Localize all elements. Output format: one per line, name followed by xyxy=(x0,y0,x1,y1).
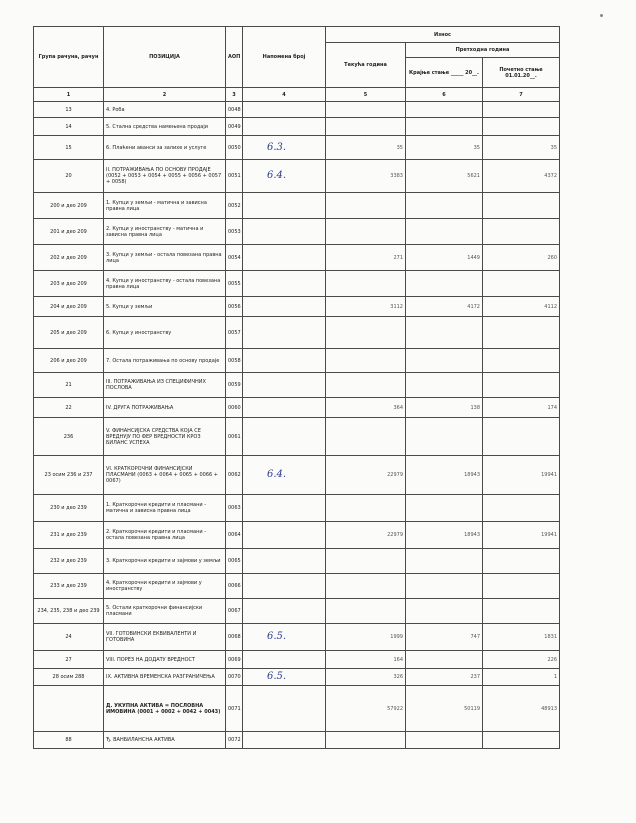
account-group-cell: 200 и део 209 xyxy=(34,193,104,219)
aop-cell: 0062 xyxy=(226,456,243,495)
table-row xyxy=(34,522,560,549)
header-aop: АОП xyxy=(226,27,243,88)
current-year-cell xyxy=(326,317,406,349)
aop-cell: 0063 xyxy=(226,495,243,522)
account-group-cell: 15 xyxy=(34,136,104,160)
note-cell xyxy=(243,549,326,574)
note-cell xyxy=(243,456,326,495)
account-group-cell: 23 осим 236 и 237 xyxy=(34,456,104,495)
opening-balance-cell xyxy=(483,495,560,522)
table-row xyxy=(34,373,560,398)
position-cell: 6. Плаћени аванси за залихе и услуге xyxy=(104,136,226,160)
current-year-cell: 164 xyxy=(326,651,406,669)
table-row xyxy=(34,456,560,495)
closing-balance-cell: 138 xyxy=(406,398,483,418)
current-year-cell: 57922 xyxy=(326,686,406,732)
table-row xyxy=(34,193,560,219)
handwritten-note-number: 6.4. xyxy=(267,469,287,480)
opening-balance-cell: 48913 xyxy=(483,686,560,732)
position-cell: III. ПОТРАЖИВАЊА ИЗ СПЕЦИФИЧНИХ ПОСЛОВА xyxy=(104,373,226,398)
closing-balance-cell: 237 xyxy=(406,669,483,686)
aop-cell: 0067 xyxy=(226,599,243,624)
aop-cell: 0053 xyxy=(226,219,243,245)
position-cell: 6. Купци у иностранству xyxy=(104,317,226,349)
column-number-5: 5 xyxy=(326,88,406,102)
opening-balance-cell: 1831 xyxy=(483,624,560,651)
account-group-cell: 88 xyxy=(34,732,104,749)
closing-balance-cell: 18943 xyxy=(406,456,483,495)
current-year-cell xyxy=(326,219,406,245)
aop-cell: 0069 xyxy=(226,651,243,669)
header-opening-balance: Почетно стање 01.01.20__. xyxy=(483,58,560,88)
aop-cell: 0066 xyxy=(226,574,243,599)
note-cell xyxy=(243,219,326,245)
closing-balance-cell xyxy=(406,193,483,219)
opening-balance-cell: 260 xyxy=(483,245,560,271)
table-row xyxy=(34,669,560,686)
position-cell: II. ПОТРАЖИВАЊА ПО ОСНОВУ ПРОДАЈЕ (0052 + 0053 + 0054 + 0055 + 0056 + 0057 + 0058) xyxy=(104,160,226,193)
current-year-cell xyxy=(326,549,406,574)
account-group-cell: 231 и део 239 xyxy=(34,522,104,549)
position-cell: Ђ. ВАНБИЛАНСНА АКТИВА xyxy=(104,732,226,749)
column-number-3: 3 xyxy=(226,88,243,102)
current-year-cell: 22979 xyxy=(326,456,406,495)
opening-balance-cell xyxy=(483,102,560,118)
header-group-account: Група рачуна, рачун xyxy=(34,27,104,88)
opening-balance-cell: 226 xyxy=(483,651,560,669)
account-group-cell: 233 и део 239 xyxy=(34,574,104,599)
note-cell xyxy=(243,193,326,219)
margin-mark xyxy=(600,14,603,17)
aop-cell: 0051 xyxy=(226,160,243,193)
current-year-cell xyxy=(326,193,406,219)
handwritten-note-number: 6.5. xyxy=(267,631,287,642)
note-cell xyxy=(243,669,326,686)
table-row xyxy=(34,102,560,118)
account-group-cell: 28 осим 288 xyxy=(34,669,104,686)
table-body xyxy=(34,102,560,749)
balance-sheet-table xyxy=(33,26,560,749)
note-cell xyxy=(243,732,326,749)
current-year-cell: 35 xyxy=(326,136,406,160)
aop-cell: 0065 xyxy=(226,549,243,574)
table-row xyxy=(34,398,560,418)
account-group-cell: 24 xyxy=(34,624,104,651)
position-cell: VIII. ПОРЕЗ НА ДОДАТУ ВРЕДНОСТ xyxy=(104,651,226,669)
note-cell xyxy=(243,624,326,651)
position-cell: 3. Купци у земљи - остала повезана правна лица xyxy=(104,245,226,271)
position-cell: 1. Краткорочни кредити и пласмани - матична и зависна правна лица xyxy=(104,495,226,522)
header-position: ПОЗИЦИЈА xyxy=(104,27,226,88)
position-cell: V. ФИНАНСИЈСКА СРЕДСТВА КОЈА СЕ ВРЕДНУЈУ ПО ФЕР ВРЕДНОСТИ КРОЗ БИЛАНС УСПЕХА xyxy=(104,418,226,456)
closing-balance-cell: 747 xyxy=(406,624,483,651)
aop-cell: 0049 xyxy=(226,118,243,136)
current-year-cell: 271 xyxy=(326,245,406,271)
opening-balance-cell xyxy=(483,549,560,574)
note-cell xyxy=(243,118,326,136)
position-cell: VI. КРАТКОРОЧНИ ФИНАНСИЈСКИ ПЛАСМАНИ (0063 + 0064 + 0065 + 0066 + 0067) xyxy=(104,456,226,495)
closing-balance-cell xyxy=(406,102,483,118)
opening-balance-cell: 4112 xyxy=(483,297,560,317)
header-note-number: Напомена број xyxy=(243,27,326,88)
closing-balance-cell xyxy=(406,599,483,624)
column-number-7: 7 xyxy=(483,88,560,102)
account-group-cell: 203 и део 209 xyxy=(34,271,104,297)
closing-balance-cell xyxy=(406,219,483,245)
position-cell: 1. Купци у земљи - матична и зависна правна лица xyxy=(104,193,226,219)
opening-balance-cell xyxy=(483,418,560,456)
table-row xyxy=(34,495,560,522)
opening-balance-cell xyxy=(483,373,560,398)
current-year-cell xyxy=(326,599,406,624)
position-cell: 5. Стална средства намењена продаји xyxy=(104,118,226,136)
closing-balance-cell: 18943 xyxy=(406,522,483,549)
table-row xyxy=(34,651,560,669)
header-current-year: Текућа година xyxy=(326,43,406,88)
note-cell xyxy=(243,160,326,193)
header-amount: Износ xyxy=(326,27,560,43)
closing-balance-cell xyxy=(406,317,483,349)
account-group-cell: 232 и део 239 xyxy=(34,549,104,574)
table-row xyxy=(34,118,560,136)
aop-cell: 0058 xyxy=(226,349,243,373)
closing-balance-cell: 50119 xyxy=(406,686,483,732)
closing-balance-cell xyxy=(406,549,483,574)
note-cell xyxy=(243,245,326,271)
note-cell xyxy=(243,418,326,456)
column-number-6: 6 xyxy=(406,88,483,102)
account-group-cell: 20 xyxy=(34,160,104,193)
opening-balance-cell xyxy=(483,271,560,297)
table-row xyxy=(34,317,560,349)
column-number-2: 2 xyxy=(104,88,226,102)
current-year-cell xyxy=(326,271,406,297)
column-number-4: 4 xyxy=(243,88,326,102)
opening-balance-cell xyxy=(483,193,560,219)
aop-cell: 0057 xyxy=(226,317,243,349)
current-year-cell: 22979 xyxy=(326,522,406,549)
account-group-cell xyxy=(34,686,104,732)
table-row xyxy=(34,160,560,193)
opening-balance-cell xyxy=(483,118,560,136)
opening-balance-cell: 1 xyxy=(483,669,560,686)
closing-balance-cell: 5621 xyxy=(406,160,483,193)
closing-balance-cell xyxy=(406,732,483,749)
position-cell: 3. Краткорочни кредити и зајмови у земљи xyxy=(104,549,226,574)
aop-cell: 0048 xyxy=(226,102,243,118)
current-year-cell xyxy=(326,373,406,398)
position-cell: IX. АКТИВНА ВРЕМЕНСКА РАЗГРАНИЧЕЊА xyxy=(104,669,226,686)
closing-balance-cell xyxy=(406,495,483,522)
current-year-cell xyxy=(326,418,406,456)
account-group-cell: 27 xyxy=(34,651,104,669)
note-cell xyxy=(243,686,326,732)
account-group-cell: 204 и део 209 xyxy=(34,297,104,317)
opening-balance-cell xyxy=(483,599,560,624)
current-year-cell xyxy=(326,495,406,522)
current-year-cell xyxy=(326,118,406,136)
position-cell: 4. Роба xyxy=(104,102,226,118)
opening-balance-cell: 4372 xyxy=(483,160,560,193)
note-cell xyxy=(243,522,326,549)
table-row xyxy=(34,245,560,271)
account-group-cell: 230 и део 239 xyxy=(34,495,104,522)
account-group-cell: 206 и део 209 xyxy=(34,349,104,373)
note-cell xyxy=(243,349,326,373)
aop-cell: 0068 xyxy=(226,624,243,651)
aop-cell: 0056 xyxy=(226,297,243,317)
current-year-cell: 1999 xyxy=(326,624,406,651)
closing-balance-cell: 4172 xyxy=(406,297,483,317)
account-group-cell: 21 xyxy=(34,373,104,398)
table-row xyxy=(34,599,560,624)
closing-balance-cell xyxy=(406,271,483,297)
note-cell xyxy=(243,317,326,349)
account-group-cell: 22 xyxy=(34,398,104,418)
note-cell xyxy=(243,599,326,624)
opening-balance-cell xyxy=(483,574,560,599)
aop-cell: 0059 xyxy=(226,373,243,398)
opening-balance-cell xyxy=(483,317,560,349)
opening-balance-cell: 174 xyxy=(483,398,560,418)
note-cell xyxy=(243,297,326,317)
table-row xyxy=(34,732,560,749)
position-cell: 5. Купци у земљи xyxy=(104,297,226,317)
closing-balance-cell xyxy=(406,349,483,373)
position-cell: 5. Остали краткорочни финансијски пласмани xyxy=(104,599,226,624)
account-group-cell: 205 и део 209 xyxy=(34,317,104,349)
note-cell xyxy=(243,495,326,522)
table-row xyxy=(34,549,560,574)
position-cell: 4. Краткорочни кредити и зајмови у иностранству xyxy=(104,574,226,599)
closing-balance-cell: 35 xyxy=(406,136,483,160)
current-year-cell: 326 xyxy=(326,669,406,686)
account-group-cell: 236 xyxy=(34,418,104,456)
position-cell: Д. УКУПНА АКТИВА = ПОСЛОВНА ИМОВИНА (0001 + 0002 + 0042 + 0043) xyxy=(104,686,226,732)
table-row xyxy=(34,219,560,245)
aop-cell: 0072 xyxy=(226,732,243,749)
aop-cell: 0071 xyxy=(226,686,243,732)
opening-balance-cell xyxy=(483,732,560,749)
handwritten-note-number: 6.5. xyxy=(267,671,287,682)
opening-balance-cell xyxy=(483,219,560,245)
closing-balance-cell xyxy=(406,418,483,456)
handwritten-note-number: 6.4. xyxy=(267,170,287,181)
aop-cell: 0050 xyxy=(226,136,243,160)
table-row xyxy=(34,271,560,297)
note-cell xyxy=(243,136,326,160)
current-year-cell: 3112 xyxy=(326,297,406,317)
table-row xyxy=(34,136,560,160)
position-cell: 2. Купци у иностранству - матична и зависна правна лица xyxy=(104,219,226,245)
note-cell xyxy=(243,398,326,418)
note-cell xyxy=(243,651,326,669)
note-cell xyxy=(243,102,326,118)
position-cell: IV. ДРУГА ПОТРАЖИВАЊА xyxy=(104,398,226,418)
closing-balance-cell xyxy=(406,118,483,136)
handwritten-note-number: 6.3. xyxy=(267,141,287,153)
table-row xyxy=(34,624,560,651)
aop-cell: 0054 xyxy=(226,245,243,271)
note-cell xyxy=(243,271,326,297)
table-row xyxy=(34,686,560,732)
position-cell: 7. Остала потраживања по основу продаје xyxy=(104,349,226,373)
account-group-cell: 14 xyxy=(34,118,104,136)
opening-balance-cell xyxy=(483,349,560,373)
note-cell xyxy=(243,574,326,599)
column-number-1: 1 xyxy=(34,88,104,102)
position-cell: 2. Краткорочни кредити и пласмани - остала повезана правна лица xyxy=(104,522,226,549)
closing-balance-cell xyxy=(406,373,483,398)
aop-cell: 0052 xyxy=(226,193,243,219)
opening-balance-cell: 19941 xyxy=(483,456,560,495)
header-closing-balance: Крајње стање _____ 20__. xyxy=(406,58,483,88)
position-cell: VII. ГОТОВИНСКИ ЕКВИВАЛЕНТИ И ГОТОВИНА xyxy=(104,624,226,651)
table-row xyxy=(34,349,560,373)
current-year-cell xyxy=(326,349,406,373)
aop-cell: 0055 xyxy=(226,271,243,297)
closing-balance-cell: 1449 xyxy=(406,245,483,271)
current-year-cell: 364 xyxy=(326,398,406,418)
opening-balance-cell: 19941 xyxy=(483,522,560,549)
closing-balance-cell xyxy=(406,574,483,599)
account-group-cell: 201 и део 209 xyxy=(34,219,104,245)
current-year-cell: 3383 xyxy=(326,160,406,193)
account-group-cell: 202 и део 209 xyxy=(34,245,104,271)
header-previous-year: Претходна година xyxy=(406,43,560,58)
table-row xyxy=(34,297,560,317)
current-year-cell xyxy=(326,574,406,599)
note-cell xyxy=(243,373,326,398)
aop-cell: 0064 xyxy=(226,522,243,549)
current-year-cell xyxy=(326,732,406,749)
aop-cell: 0061 xyxy=(226,418,243,456)
opening-balance-cell: 35 xyxy=(483,136,560,160)
closing-balance-cell xyxy=(406,651,483,669)
aop-cell: 0060 xyxy=(226,398,243,418)
aop-cell: 0070 xyxy=(226,669,243,686)
table-row xyxy=(34,418,560,456)
table-row xyxy=(34,574,560,599)
account-group-cell: 234, 235, 238 и део 239 xyxy=(34,599,104,624)
account-group-cell: 13 xyxy=(34,102,104,118)
current-year-cell xyxy=(326,102,406,118)
position-cell: 4. Купци у иностранству - остала повезана правна лица xyxy=(104,271,226,297)
